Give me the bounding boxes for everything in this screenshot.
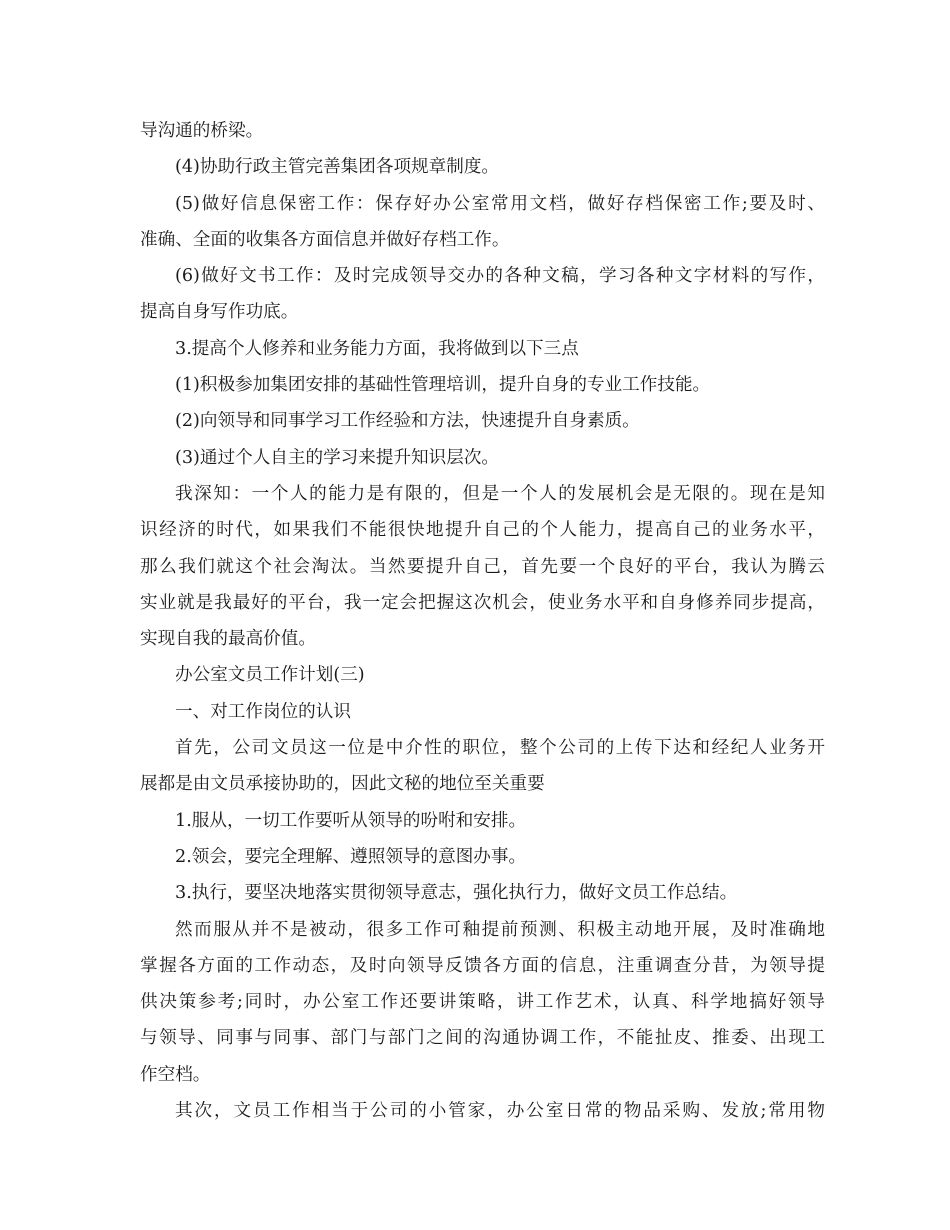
text-line: 2.领会，要完全理解、遵照领导的意图办事。 [175, 846, 527, 867]
text-line: 那么我们就这个社会淘汰。当然要提升自己，首先要一个良好的平台，我认为腾云 [140, 556, 825, 577]
section-heading: 办公室文员工作计划(三) [175, 665, 365, 686]
subsection-heading: 一、对工作岗位的认识 [175, 701, 351, 722]
text-line: 与领导、同事与同事、部门与部门之间的沟通协调工作，不能扯皮、推委、出现工 [140, 1028, 825, 1049]
text-line: 展都是由文员承接协助的，因此文秘的地位至关重要 [140, 774, 545, 795]
text-line: 3.执行，要坚决地落实贯彻领导意志，强化执行力，做好文员工作总结。 [175, 883, 738, 904]
text-line: (4)协助行政主管完善集团各项规章制度。 [175, 157, 500, 178]
text-line: 供决策参考;同时，办公室工作还要讲策略，讲工作艺术，认真、科学地搞好领导 [140, 992, 825, 1013]
text-line: 然而服从并不是被动，很多工作可釉提前预测、积极主动地开展，及时准确地 [175, 919, 825, 940]
text-line: (2)向领导和同事学习工作经验和方法，快速提升自身素质。 [175, 411, 640, 432]
text-line: (6)做好文书工作：及时完成领导交办的各种文稿，学习各种文字材料的写作， [175, 266, 825, 287]
document-body [140, 113, 825, 1129]
text-line: 实业就是我最好的平台，我一定会把握这次机会，使业务水平和自身修养同步提高， [140, 592, 825, 613]
text-line: 导沟通的桥梁。 [140, 121, 264, 141]
text-line: 1.服从，一切工作要听从领导的吩咐和安排。 [175, 810, 527, 831]
text-line: 作空档。 [140, 1064, 211, 1085]
text-line: 实现自我的最高价值。 [140, 629, 316, 650]
text-line: (3)通过个人自主的学习来提升知识层次。 [175, 447, 500, 468]
text-line: 3.提高个人修养和业务能力方面，我将做到以下三点 [175, 338, 579, 359]
text-line: 识经济的时代，如果我们不能很快地提升自己的个人能力，提高自己的业务水平， [140, 520, 825, 541]
text-line: 首先，公司文员这一位是中介性的职位，整个公司的上传下达和经纪人业务开 [175, 738, 825, 759]
text-line: 准确、全面的收集各方面信息并做好存档工作。 [140, 229, 510, 250]
text-line: 我深知：一个人的能力是有限的，但是一个人的发展机会是无限的。现在是知 [175, 483, 825, 504]
text-line: 其次，文员工作相当于公司的小管家，办公室日常的物品采购、发放;常用物 [175, 1101, 825, 1122]
text-line: (5)做好信息保密工作：保存好办公室常用文档，做好存档保密工作;要及时、 [175, 193, 825, 214]
text-line: 提高自身写作功底。 [140, 302, 299, 323]
text-line: (1)积极参加集团安排的基础性管理培训，提升自身的专业工作技能。 [175, 375, 711, 396]
text-line: 掌握各方面的工作动态，及时向领导反馈各方面的信息，注重调查分昔，为领导提 [140, 955, 825, 976]
